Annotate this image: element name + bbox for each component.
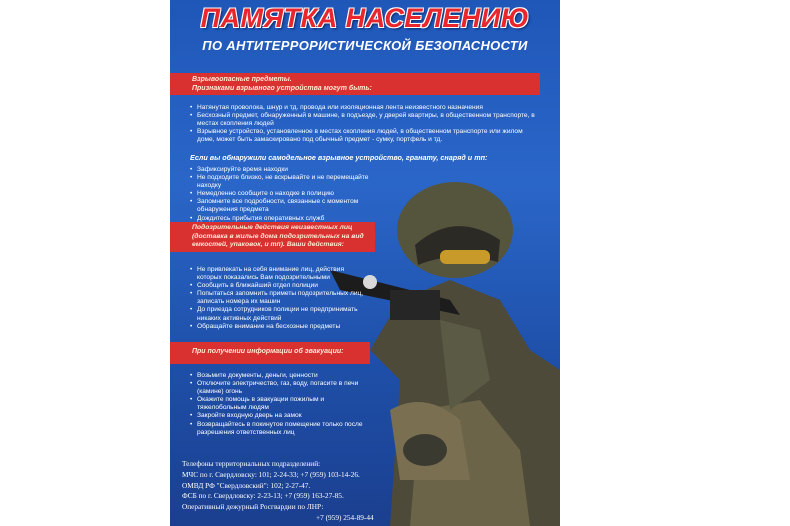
list-item: • Сообщить в ближайший отдел полиции (190, 282, 370, 290)
list-item: • Не подходите близко, не вскрывайте и не перемещайте находку (190, 174, 370, 190)
contact-line: Оперативный дежурный Росгвардии по ЛНР: (182, 502, 324, 512)
contact-line: МЧС по г. Свердловску: 101; 2-24-33; +7 (959) 103-14-26. (182, 469, 360, 479)
list-item: • Запомните все подробности, связанные с моментом обнаружения предмета (190, 198, 370, 214)
list-item: • Попытаться запомнить приметы подозрительных лиц, записать номера их машин (190, 290, 370, 306)
section1-heading: Взрывоопасные предметы. (192, 76, 292, 83)
list-item: • Возвращайтесь в покинутое помещение только после разрешения ответственных лиц (190, 421, 365, 437)
section4-list (190, 372, 365, 437)
list-item: • Обращайте внимание на бесхозные предметы (190, 323, 370, 331)
poster (170, 0, 560, 526)
section1-list (190, 104, 540, 144)
list-item: • Взрывное устройство, установленное в местах скопления людей, в общественном транспорте или жилом доме, может быть замаскировано под обычный предмет - сумку, портфель и тд. (190, 128, 540, 144)
list-item: • Отключите электричество, газ, воду, погасите в печи (камине) огонь (190, 380, 365, 396)
section4-heading: При получении информации об эвакуации: (192, 348, 344, 355)
page-subtitle: ПО АНТИТЕРРОРИСТИЧЕСКОЙ БЕЗОПАСНОСТИ (202, 38, 528, 53)
list-item: • Натянутая проволока, шнур и тд. провода или изоляционная лента неизвестного назначения (190, 104, 540, 112)
contacts-heading: Телефоны территориальных подразделений: (182, 459, 321, 468)
list-item: • Окажите помощь в эвакуации пожилым и тяжелобольным людям (190, 396, 365, 412)
list-item: • Зафиксируйте время находки (190, 166, 370, 174)
list-item: • Немедленно сообщите о находке в полицию (190, 190, 370, 198)
section1-band (170, 73, 540, 95)
list-item: • Закройте входную дверь на замок (190, 412, 365, 420)
list-item: • До приезда сотрудников полиции не предпринимать никаких активных действий (190, 306, 370, 322)
section2-heading: Если вы обнаружили самодельное взрывное устройство, гранату, снаряд и тп: (190, 153, 488, 162)
section3-band (170, 222, 375, 252)
page-title: ПАМЯТКА НАСЕЛЕНИЮ (200, 3, 530, 33)
section4-band (170, 342, 370, 364)
contacts-block (182, 459, 412, 524)
section3-list (190, 266, 370, 331)
contact-line: ОМВД РФ "Свердловский": 102; 2-27-47. (182, 480, 311, 490)
list-item: • Дождитесь прибытия оперативных служб (190, 215, 370, 223)
section2-list (190, 166, 370, 223)
contact-phone: +7 (959) 254-89-44 (316, 512, 374, 522)
section1-subheading: Признаками взрывного устройства могут быть: (192, 85, 372, 92)
contact-line: ФСБ по г. Свердловску: 2-23-13; +7 (959) 163-27-85. (182, 491, 344, 501)
list-item: • Бесхозный предмет, обнаруженный в машине, в подъезде, у дверей квартиры, в общественном транспорте, в местах скопления людей (190, 112, 540, 128)
section3-heading: Подозрительные действия неизвестных лиц (доставка в жилые дома подозрительных на вид емкостей, упаковок, и тп). Ваши действия: (192, 224, 364, 249)
list-item: • Возьмите документы, деньги, ценности (190, 372, 365, 380)
list-item: • Не привлекать на себя внимание лиц, действия которых показались Вам подозрительными (190, 266, 370, 282)
